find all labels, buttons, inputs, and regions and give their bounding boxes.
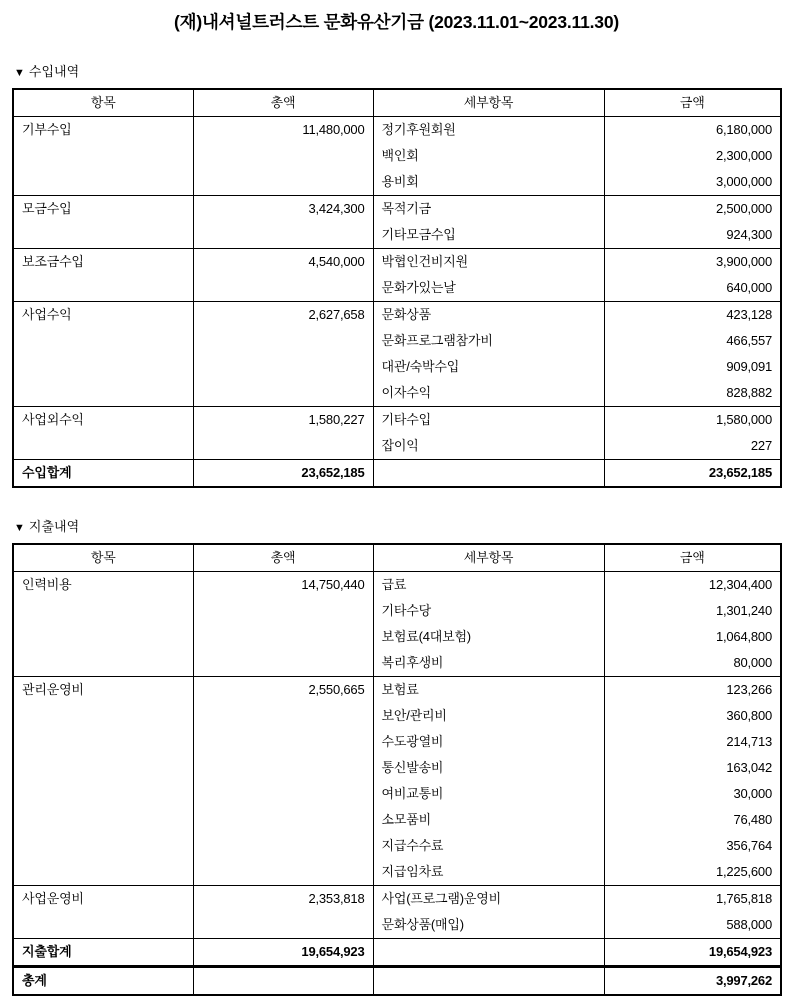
grand-amount-cell: 19,654,923 [604,939,781,967]
table-row [13,117,781,144]
amount-cell: 123,266 [604,677,781,704]
detail-cell: 기타수당 [373,598,604,624]
item-cell: 기부수입 [13,117,193,196]
column-header-detail: 세부항목 [373,89,604,117]
amount-cell: 640,000 [604,275,781,302]
total-cell: 11,480,000 [193,117,373,196]
detail-cell: 수도광열비 [373,729,604,755]
total-label-cell: 총계 [13,967,193,996]
total-detail-cell [373,939,604,967]
detail-cell: 대관/숙박수입 [373,354,604,380]
detail-cell: 지급임차료 [373,859,604,886]
total-row [13,460,781,488]
amount-cell: 423,128 [604,302,781,329]
total-cell: 14,750,440 [193,572,373,677]
table-row [13,677,781,704]
table-row [13,407,781,434]
column-header-amount: 금액 [604,544,781,572]
amount-cell: 466,557 [604,328,781,354]
column-header-total: 총액 [193,544,373,572]
amount-cell: 1,064,800 [604,624,781,650]
triangle-marker-icon: ▼ [14,522,25,534]
amount-cell: 3,000,000 [604,169,781,196]
detail-cell: 백인회 [373,143,604,169]
column-header-amount: 금액 [604,89,781,117]
amount-cell: 1,580,000 [604,407,781,434]
detail-cell: 여비교통비 [373,781,604,807]
total-amount-cell: 23,652,185 [193,460,373,488]
expense-table [12,543,782,996]
expense-section-label-text: 지출내역 [28,519,80,534]
page-title: (재)내셔널트러스트 문화유산기금 (2023.11.01~2023.11.30) [174,12,619,32]
amount-cell: 163,042 [604,755,781,781]
column-header-item: 항목 [13,544,193,572]
detail-cell: 문화상품 [373,302,604,329]
amount-cell: 1,765,818 [604,886,781,913]
grand-amount-cell: 3,997,262 [604,967,781,996]
total-cell: 2,550,665 [193,677,373,886]
total-detail-cell [373,460,604,488]
amount-cell: 1,301,240 [604,598,781,624]
amount-cell: 12,304,400 [604,572,781,599]
amount-cell: 356,764 [604,833,781,859]
report-content [12,64,780,996]
detail-cell: 보안/관리비 [373,703,604,729]
amount-cell: 3,900,000 [604,249,781,276]
table-row [13,886,781,913]
amount-cell: 1,225,600 [604,859,781,886]
detail-cell: 이자수익 [373,380,604,407]
total-label-cell: 수입합계 [13,460,193,488]
detail-cell: 잡이익 [373,433,604,460]
detail-cell: 박협인건비지원 [373,249,604,276]
total-row [13,967,781,996]
table-row [13,249,781,276]
detail-cell: 사업(프로그램)운영비 [373,886,604,913]
income-section [12,64,780,488]
total-amount-cell: 19,654,923 [193,939,373,967]
income-section-label-text: 수입내역 [28,64,80,79]
expense-section [12,519,780,996]
total-cell: 4,540,000 [193,249,373,302]
detail-cell: 소모품비 [373,807,604,833]
detail-cell: 기타수입 [373,407,604,434]
amount-cell: 2,300,000 [604,143,781,169]
total-label-cell: 지출합계 [13,939,193,967]
column-header-total: 총액 [193,89,373,117]
total-detail-cell [373,967,604,996]
total-row [13,939,781,967]
amount-cell: 214,713 [604,729,781,755]
detail-cell: 문화프로그램참가비 [373,328,604,354]
amount-cell: 6,180,000 [604,117,781,144]
detail-cell: 보험료 [373,677,604,704]
detail-cell: 목적기금 [373,196,604,223]
detail-cell: 급료 [373,572,604,599]
total-cell: 3,424,300 [193,196,373,249]
expense-header-row [13,544,781,572]
total-cell: 2,627,658 [193,302,373,407]
item-cell: 보조금수입 [13,249,193,302]
amount-cell: 588,000 [604,912,781,939]
column-header-item: 항목 [13,89,193,117]
item-cell: 사업수익 [13,302,193,407]
table-row [13,302,781,329]
table-row [13,196,781,223]
amount-cell: 828,882 [604,380,781,407]
detail-cell: 통신발송비 [373,755,604,781]
item-cell: 인력비용 [13,572,193,677]
detail-cell: 정기후원회원 [373,117,604,144]
amount-cell: 360,800 [604,703,781,729]
total-cell: 2,353,818 [193,886,373,939]
detail-cell: 용비회 [373,169,604,196]
triangle-marker-icon: ▼ [14,67,25,79]
detail-cell: 보험료(4대보험) [373,624,604,650]
income-table [12,88,782,488]
detail-cell: 문화가있는날 [373,275,604,302]
item-cell: 모금수입 [13,196,193,249]
detail-cell: 기타모금수입 [373,222,604,249]
income-section-label [14,64,780,81]
expense-section-label [14,519,780,536]
amount-cell: 227 [604,433,781,460]
amount-cell: 76,480 [604,807,781,833]
income-header-row [13,89,781,117]
amount-cell: 2,500,000 [604,196,781,223]
item-cell: 사업운영비 [13,886,193,939]
amount-cell: 30,000 [604,781,781,807]
column-header-detail: 세부항목 [373,544,604,572]
item-cell: 사업외수익 [13,407,193,460]
table-row [13,572,781,599]
detail-cell: 복리후생비 [373,650,604,677]
grand-amount-cell: 23,652,185 [604,460,781,488]
amount-cell: 924,300 [604,222,781,249]
amount-cell: 80,000 [604,650,781,677]
detail-cell: 지급수수료 [373,833,604,859]
detail-cell: 문화상품(매입) [373,912,604,939]
total-amount-cell [193,967,373,996]
total-cell: 1,580,227 [193,407,373,460]
item-cell: 관리운영비 [13,677,193,886]
amount-cell: 909,091 [604,354,781,380]
